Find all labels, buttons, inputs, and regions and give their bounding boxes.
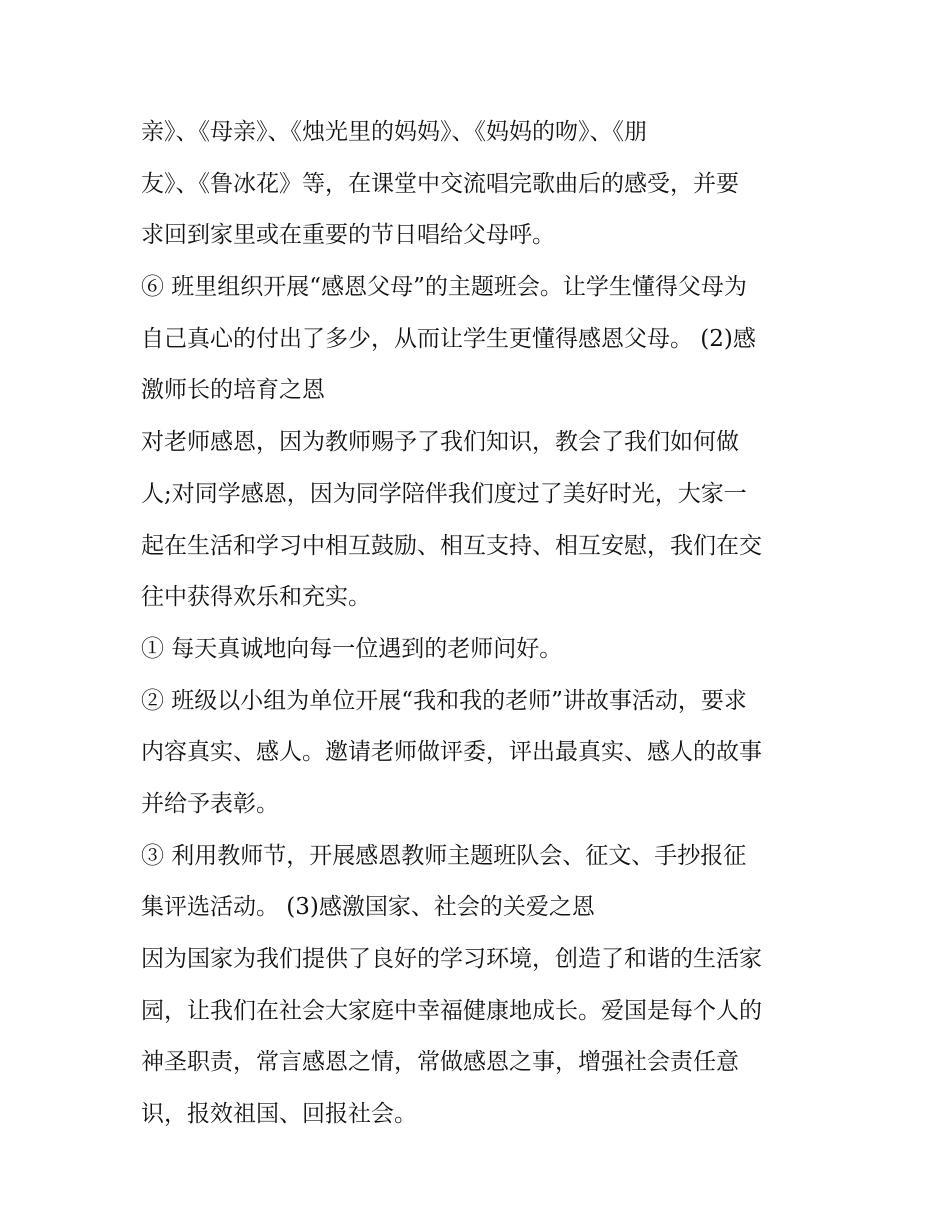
text-line: 起在生活和学习中相互鼓励、相互支持、相互安慰，我们在交 [141, 532, 762, 559]
text-line: 往中获得欢乐和充实。 [141, 584, 371, 611]
text-line: 内容真实、感人。邀请老师做评委，评出最真实、感人的故事 [141, 739, 762, 766]
text-line: 人;对同学感恩，因为同学陪伴我们度过了美好时光，大家一 [141, 480, 747, 507]
text-line: 对老师感恩，因为教师赐予了我们知识，教会了我们如何做 [141, 429, 739, 456]
text-line: 激师长的培育之恩 [141, 377, 325, 404]
text-line: 因为国家为我们提供了良好的学习环境，创造了和谐的生活家 [141, 946, 762, 972]
text-line: 自己真心的付出了多少，从而让学生更懂得感恩父母。 (2)感 [141, 325, 756, 352]
body-text [141, 107, 821, 1141]
text-line: 神圣职责，常言感恩之情，常做感恩之事，增强社会责任意 [141, 1049, 739, 1076]
text-line: 亲》、《母亲》、《烛光里的妈妈》、《妈妈的吻》、《朋 [141, 119, 647, 145]
text-line: ⑥ 班里组织开展“感恩父母”的主题班会。让学生懂得父母为 [141, 274, 747, 301]
text-line: ③ 利用教师节，开展感恩教师主题班队会、征文、手抄报征 [141, 842, 747, 869]
text-line: 集评选活动。 (3)感激国家、社会的关爱之恩 [141, 894, 595, 921]
text-line: 园，让我们在社会大家庭中幸福健康地成长。爱国是每个人的 [141, 997, 762, 1024]
text-line: 并给予表彰。 [141, 790, 279, 817]
text-line: 友》、《鲁冰花》等，在课堂中交流唱完歌曲后的感受，并要 [141, 170, 739, 197]
text-line: 求回到家里或在重要的节日唱给父母呼。 [141, 222, 555, 249]
text-line: ① 每天真诚地向每一位遇到的老师问好。 [141, 635, 563, 662]
text-line: 识，报效祖国、回报社会。 [141, 1101, 417, 1128]
text-line: ② 班级以小组为单位开展“我和我的老师”讲故事活动，要求 [141, 687, 747, 714]
